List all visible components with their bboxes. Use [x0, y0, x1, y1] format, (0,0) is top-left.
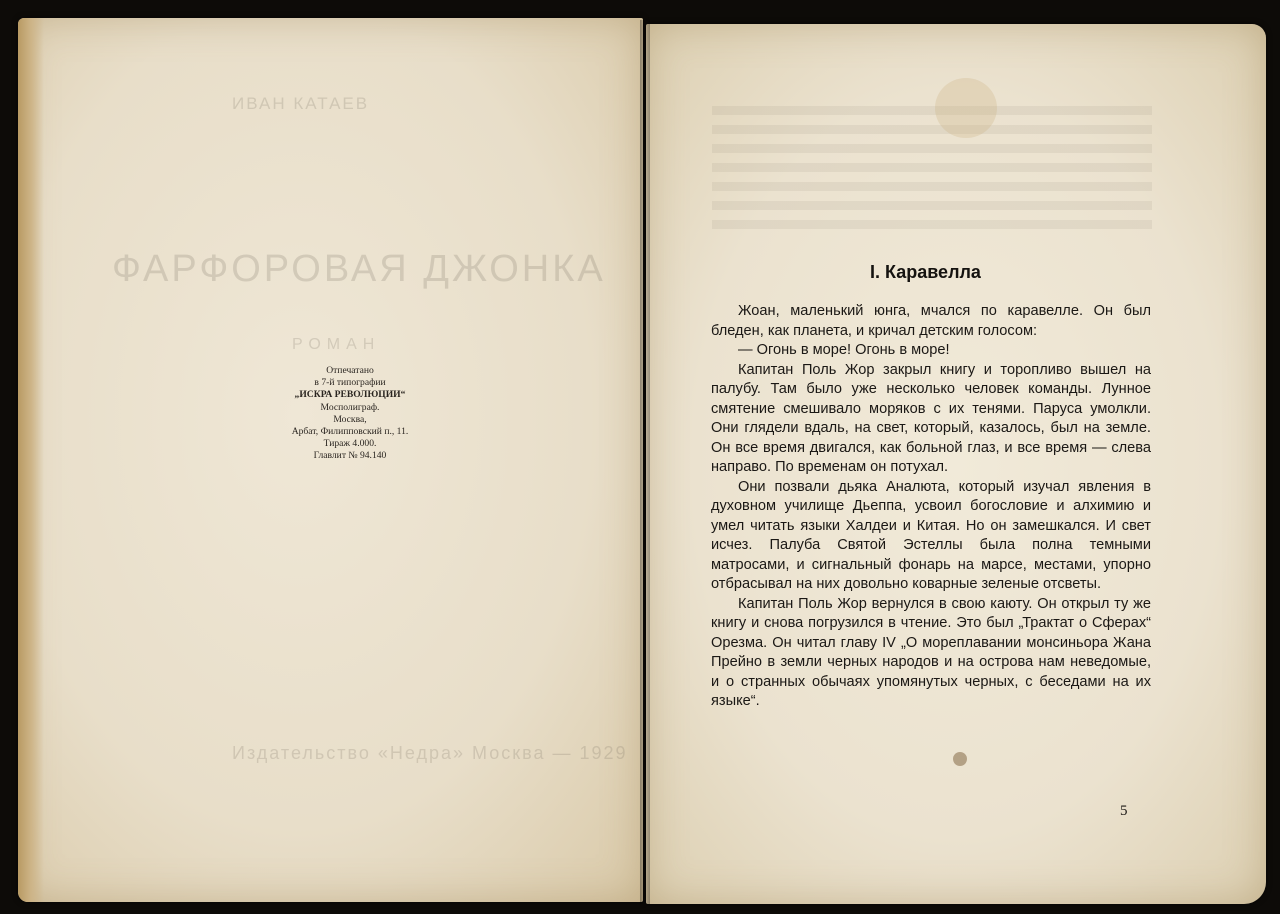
- chapter-title: I. Каравелла: [870, 262, 981, 282]
- paper-stain: [935, 78, 997, 138]
- paragraph: — Огонь в море! Огонь в море!: [738, 342, 950, 358]
- page-number: 5: [1120, 803, 1128, 819]
- imprint-line: Тираж 4.000.: [323, 438, 377, 450]
- show-through-text: [712, 106, 1152, 236]
- imprint-line: Отпечатано: [326, 365, 374, 376]
- show-through-genre: РОМАН: [292, 336, 381, 353]
- imprint-line: в 7-й типографии: [314, 377, 386, 389]
- paragraph: Жоан, маленький юнга, мчался по каравелле. Он был бледен, как планета, и кричал детским голосом:: [711, 303, 1151, 339]
- imprint-line: Мосполиграф.: [320, 401, 380, 413]
- paragraph: Они позвали дьяка Аналюта, который изучал явления в духовном училище Дьеппа, усвоил богословие и алхимию и умел читать языки Халдеи и Китая. Но он замешкался. И свет исчез. Палуба Святой Эстеллы была полна темными матросами, и сигнальный фонарь на марсе, местами, упорно отбрасывал на них довольно коварные зеленые отсветы.: [711, 478, 1151, 592]
- ink-spot: [953, 752, 967, 766]
- imprint-line: Москва,: [333, 413, 367, 425]
- show-through-title: ФАРФОРОВАЯ ДЖОНКА: [112, 248, 606, 290]
- paragraph: Капитан Поль Жор вернулся в свою каюту. Он открыл ту же книгу и снова погрузился в чтение. Это был „Трактат о Сферах“ Орезма. Он читал главу IV „О мореплавании монсиньора Жана Прейно в земли черных народов и на острова нам неведомые, и о странных обычаях упомянутых черных, с беседами на их языке“.: [711, 595, 1151, 709]
- imprint-line: Арбат, Филипповский п., 11.: [291, 426, 409, 438]
- printing-imprint: [255, 365, 445, 463]
- imprint-line: „ИСКРА РЕВОЛЮЦИИ“: [294, 389, 406, 401]
- imprint-line: Главлит № 94.140: [313, 450, 387, 462]
- chapter-body: [711, 302, 1151, 712]
- show-through-author: ИВАН КАТАЕВ: [232, 94, 370, 113]
- book-gutter: [640, 20, 650, 904]
- paragraph: Капитан Поль Жор закрыл книгу и торопливо вышел на палубу. Там было уже несколько человек команды. Лунное смятение смешивало моряков с их тенями. Паруса умолкли. Они глядели вдаль, на свет, который, казалось, был на земле. Он все время двигался, как больной глаз, и все время — слева направо. По временам он потухал.: [711, 361, 1151, 475]
- worn-page-edge: [18, 18, 44, 902]
- show-through-publisher: Издательство «Недра» Москва — 1929: [232, 743, 628, 763]
